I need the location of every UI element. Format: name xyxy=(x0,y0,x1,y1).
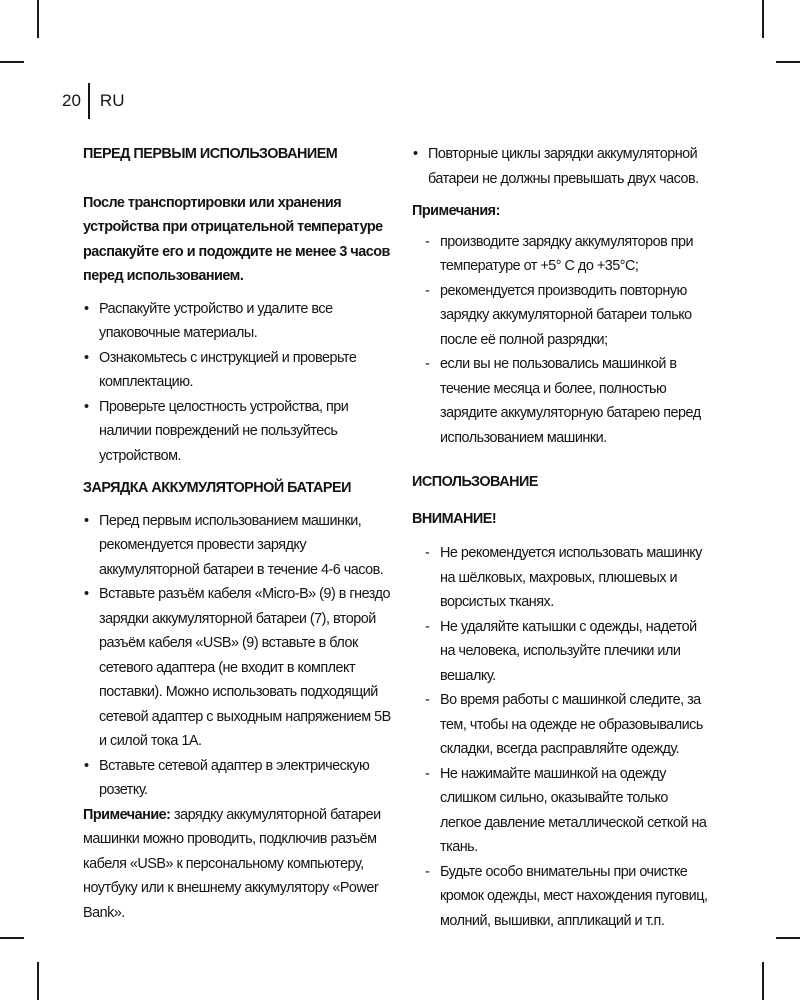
note-label: Примечание: xyxy=(83,806,171,823)
language-code: RU xyxy=(99,91,125,110)
note-text: зарядку аккумуляторной батареи машинки можно проводить, подключив разъём кабеля «USB» к персональному компьютеру, ноутбуку или к внешнему аккумулятору «Power Bank». xyxy=(83,806,381,921)
charging-notes-list xyxy=(412,230,712,451)
list-item: • Вставьте сетевой адаптер в электрическую розетку. xyxy=(83,754,393,803)
crop-mark-top-left-horizontal xyxy=(0,61,24,63)
notes-heading: Примечания: xyxy=(412,203,500,219)
list-item: - Во время работы с машинкой следите, за тем, чтобы на одежде не образовывались складки, всегда расправляйте одежду. xyxy=(412,688,712,762)
right-column xyxy=(412,142,712,933)
crop-mark-top-right-vertical xyxy=(762,0,764,38)
list-item: - Будьте особо внимательны при очистке кромок одежды, мест нахождения пуговиц, молний, вышивки, аппликаций и т.п. xyxy=(412,860,712,934)
crop-mark-bottom-right-horizontal xyxy=(776,937,800,939)
header-divider xyxy=(88,83,90,119)
list-item: • Вставьте разъём кабеля «Micro-B» (9) в гнездо зарядки аккумуляторной батареи (7), второй разъём кабеля «USB» (9) вставьте в блок сетевого адаптера (не входит в комплект поставки). Можно использовать подходящий сетевой адаптер с выходным напряжением 5В и силой тока 1А. xyxy=(83,582,393,754)
intro-warning-paragraph: После транспортировки или хранения устройства при отрицательной температуре распакуйте его и подождите не менее 3 часов перед использованием. xyxy=(83,194,390,284)
crop-mark-bottom-right-vertical xyxy=(762,962,764,1000)
section-heading-before-first-use: ПЕРЕД ПЕРВЫМ ИСПОЛЬЗОВАНИЕМ xyxy=(83,146,338,162)
before-use-list xyxy=(83,297,393,469)
crop-mark-bottom-left-vertical xyxy=(37,962,39,1000)
page-header xyxy=(62,84,124,118)
charging-list-continued xyxy=(412,142,712,191)
list-item: • Повторные циклы зарядки аккумуляторной батареи не должны превышать двух часов. xyxy=(412,142,712,191)
charging-note xyxy=(83,803,393,926)
warning-heading: ВНИМАНИЕ! xyxy=(412,510,497,527)
list-item: - Не нажимайте машинкой на одежду слишком сильно, оказывайте только легкое давление металлической сеткой на ткань. xyxy=(412,762,712,860)
list-item: • Перед первым использованием машинки, рекомендуется провести зарядку аккумуляторной батареи в течение 4-6 часов. xyxy=(83,509,393,583)
list-item: • Ознакомьтесь с инструкцией и проверьте комплектацию. xyxy=(83,346,393,395)
left-column xyxy=(83,142,393,925)
crop-mark-top-right-horizontal xyxy=(776,61,800,63)
page-number: 20 xyxy=(62,91,81,110)
list-item: • Проверьте целостность устройства, при наличии повреждений не пользуйтесь устройством. xyxy=(83,395,393,469)
section-heading-battery-charging: ЗАРЯДКА АККУМУЛЯТОРНОЙ БАТАРЕИ xyxy=(83,480,351,496)
list-item: - Не удаляйте катышки с одежды, надетой на человека, используйте плечики или вешалку. xyxy=(412,615,712,689)
list-item: • Распакуйте устройство и удалите все упаковочные материалы. xyxy=(83,297,393,346)
usage-warnings-list xyxy=(412,541,712,933)
list-item: - производите зарядку аккумуляторов при температуре от +5° С до +35°С; xyxy=(412,230,712,279)
list-item: - Не рекомендуется использовать машинку на шёлковых, махровых, плюшевых и ворсистых тканях. xyxy=(412,541,712,615)
list-item: - если вы не пользовались машинкой в течение месяца и более, полностью зарядите аккумуляторную батарею перед использованием машинки. xyxy=(412,352,712,450)
section-heading-usage: ИСПОЛЬЗОВАНИЕ xyxy=(412,474,538,490)
list-item: - рекомендуется производить повторную зарядку аккумуляторной батареи только после её полной разрядки; xyxy=(412,279,712,353)
crop-mark-bottom-left-horizontal xyxy=(0,937,24,939)
crop-mark-top-left-vertical xyxy=(37,0,39,38)
charging-list xyxy=(83,509,393,803)
